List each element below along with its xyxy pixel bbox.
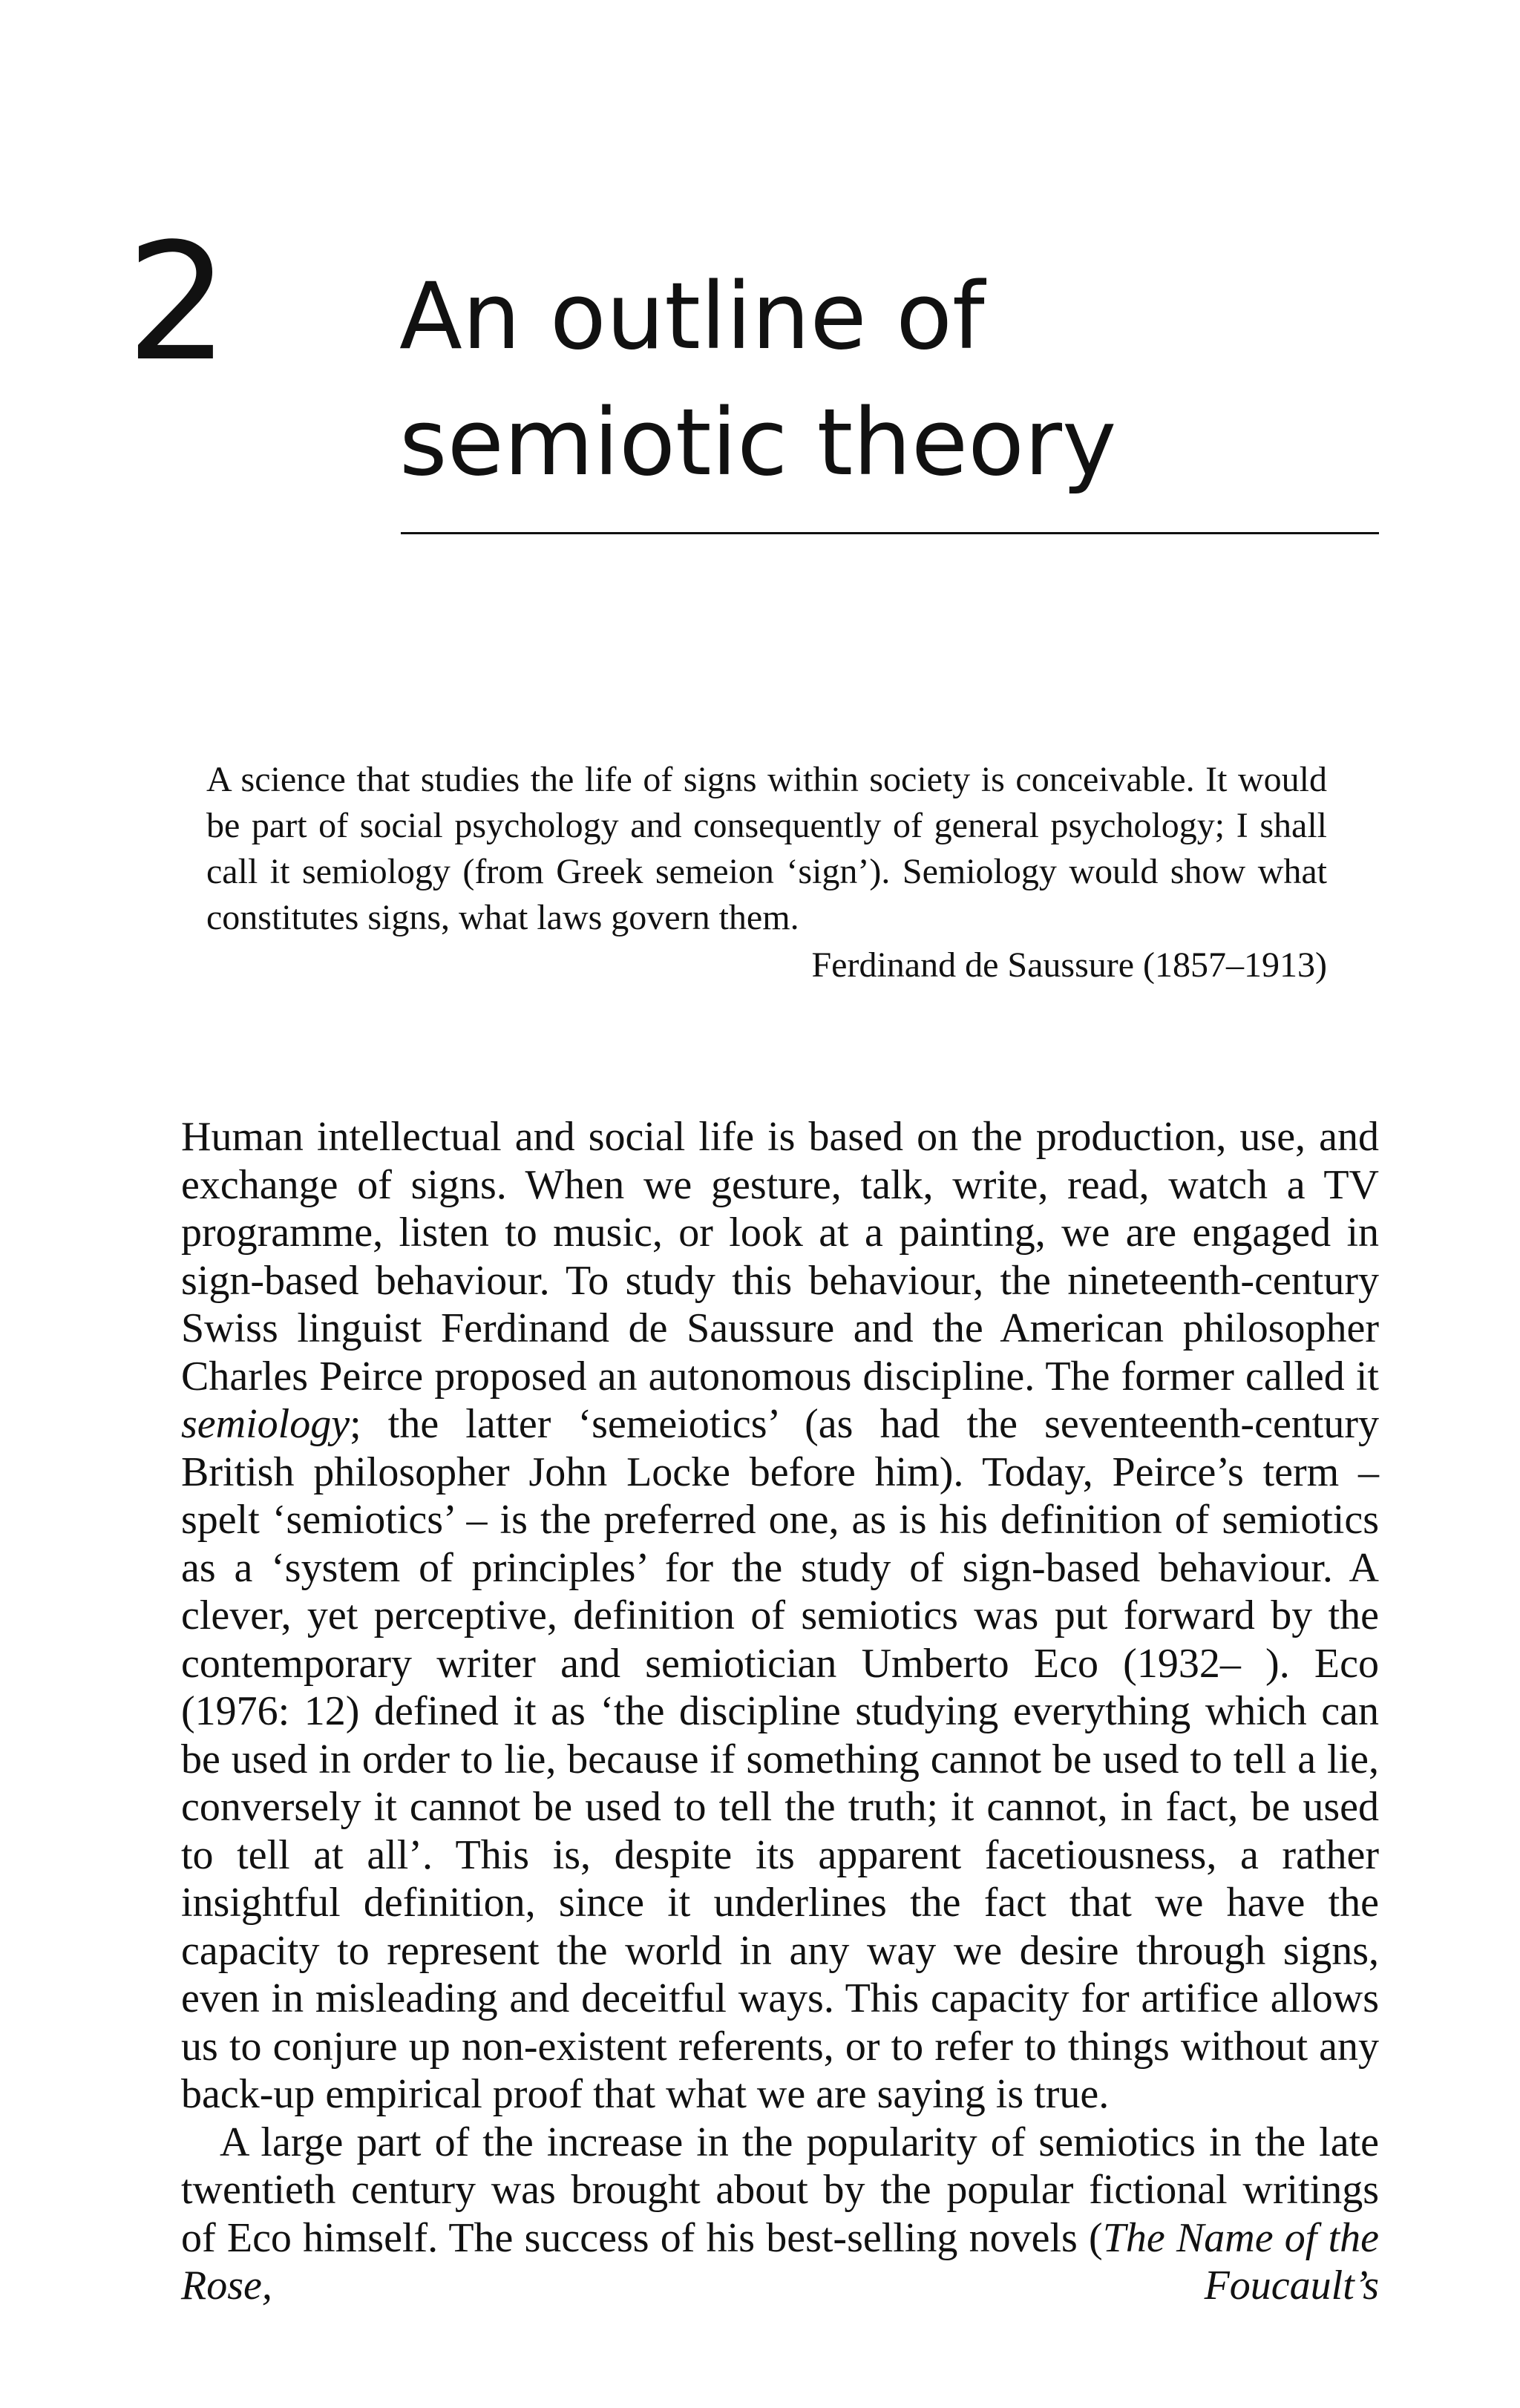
chapter-number: 2 [126, 209, 229, 397]
paragraph-1 [181, 1113, 1379, 2119]
paragraph-2 [181, 2119, 1379, 2310]
chapter-title [399, 254, 1379, 506]
title-rule [401, 532, 1379, 534]
body-text [181, 1113, 1379, 2310]
chapter-title-line-1: An outline of [399, 263, 985, 370]
paragraph-2-italic-titles: The Name of the Rose, Foucault’s [181, 2214, 1380, 2309]
epigraph-attribution: Ferdinand de Saussure (1857–1913) [811, 945, 1327, 985]
paragraph-1-italic-term: semiology [181, 1401, 350, 1447]
paragraph-1-text-a: Human intellectual and social life is based on the production, use, and exchange of signs. When we gesture, talk, write, read, watch a TV programme, listen to music, or look at a painting, we are engaged in sign-based behaviour. To study this behaviour, the nineteenth-century Swiss linguist Ferdinand de Saussure and the American philosopher Charles Peirce proposed an autonomous discipline. The former called it [181, 1114, 1379, 1400]
paragraph-1-text-b: ; the latter ‘semeiotics’ (as had the seventeenth-century British philosopher John Locke before him). Today, Peirce’s term – spelt ‘semiotics’ – is the preferred one, as is his definition of semiotics as a ‘system of principles’ for the study of sign-based behaviour. A clever, yet perceptive, definition of semiotics was put forward by the contemporary writer and semiotician Umberto Eco (1932– ). Eco (1976: 12) defined it as ‘the discipline studying everything which can be used in order to lie, because if something cannot be used to tell a lie, conversely it cannot be used to tell the truth; it cannot, in fact, be used to tell at all’. This is, despite its apparent facetiousness, a rather insightful definition, since it underlines the fact that we have the capacity to represent the world in any way we desire through signs, even in misleading and deceitful ways. This capacity for artifice allows us to conjure up non-existent referents, or to refer to things without any back-up empirical proof that what we are saying is true. [181, 1401, 1379, 2117]
epigraph-quote: A science that studies the life of signs within society is conceivable. It would be part of social psychology and consequently of general psychology; I shall call it semiology (from Greek semeion ‘sign’). Semiology would show what constitutes signs, what laws govern them. [206, 760, 1327, 937]
paragraph-2-text-a: A large part of the increase in the popularity of semiotics in the late twentieth century was brought about by the popular fictional writings of Eco himself. The success of his best-selling novels ( [181, 2119, 1379, 2261]
chapter-title-line-2: semiotic theory [399, 390, 1117, 496]
